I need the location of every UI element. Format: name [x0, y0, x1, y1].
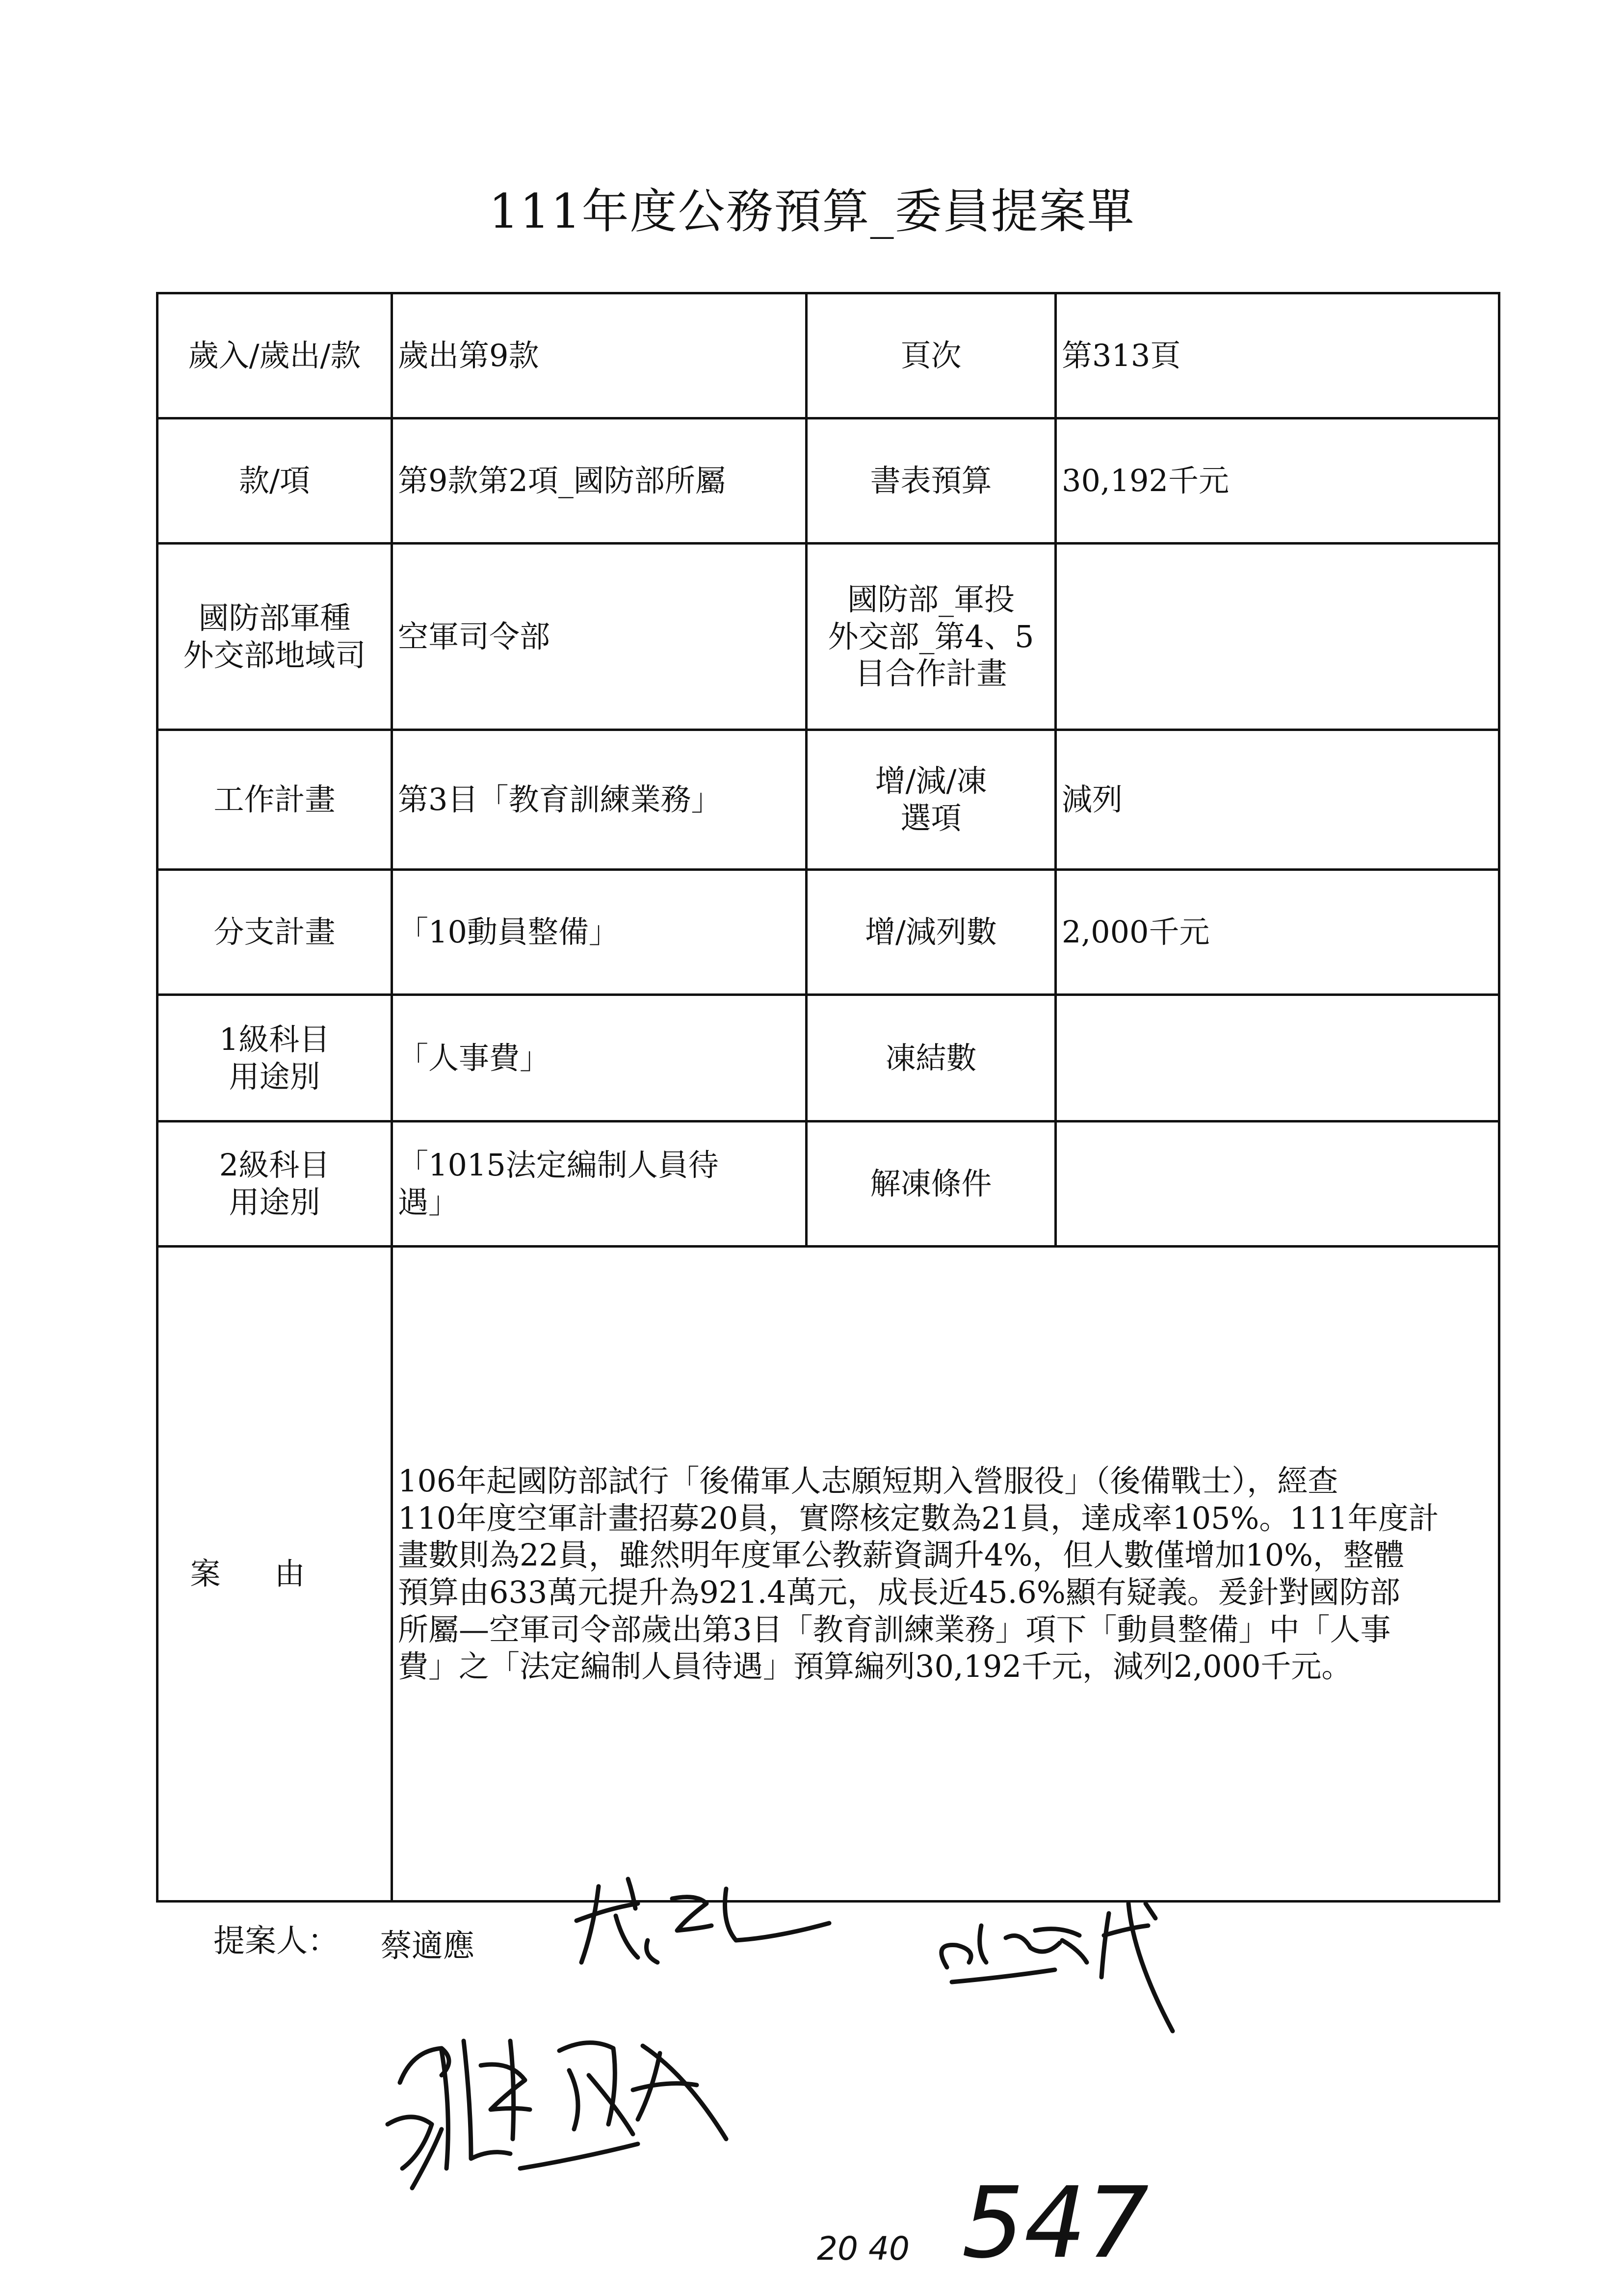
stamp-page-number: 547	[962, 2166, 1149, 2280]
field-value: 第3目「教育訓練業務」	[392, 730, 807, 870]
reason-line: 預算由633萬元提升為921.4萬元，成長近45.6%顯有疑義。爰針對國防部	[398, 1574, 1400, 1610]
signature-2	[942, 1904, 1173, 2031]
field-value: 「人事費」	[392, 995, 807, 1122]
field-label: 解凍條件	[807, 1122, 1056, 1247]
proposer-label: 提案人：	[213, 1923, 339, 1959]
field-label: 書表預算	[807, 418, 1056, 544]
reason-line: 畫數則為22員，雖然明年度軍公教薪資調升4%，但人數僅增加10%，整體	[398, 1537, 1405, 1573]
field-value: 「1015法定編制人員待 遇」	[392, 1122, 807, 1247]
field-label: 工作計畫	[157, 730, 392, 870]
field-label: 增/減/凍 選項	[807, 730, 1056, 870]
field-value: 「10動員整備」	[392, 870, 807, 995]
field-label: 1級科目 用途別	[157, 995, 392, 1122]
field-label: 國防部_軍投 外交部_第4、5 目合作計畫	[807, 544, 1056, 730]
field-label: 國防部軍種 外交部地域司	[157, 544, 392, 730]
field-value: 第313頁	[1056, 293, 1499, 418]
signature-1	[576, 1879, 829, 1962]
reason-label: 案由	[157, 1247, 392, 1902]
field-label: 2級科目 用途別	[157, 1122, 392, 1247]
field-label: 頁次	[807, 293, 1056, 418]
field-value: 空軍司令部	[392, 544, 807, 730]
field-value: 30,192千元	[1056, 418, 1499, 544]
signature-3	[388, 2041, 726, 2188]
reason-line: 106年起國防部試行「後備軍人志願短期入營服役」（後備戰士），經查	[398, 1463, 1338, 1499]
document-title: 111年度公務預算_委員提案單	[489, 184, 1135, 239]
field-label: 歲入/歲出/款	[157, 293, 392, 418]
field-value: 2,000千元	[1056, 870, 1499, 995]
field-label: 分支計畫	[157, 870, 392, 995]
field-value: 減列	[1056, 730, 1499, 870]
field-value: 第9款第2項_國防部所屬	[392, 418, 807, 544]
reason-line: 110年度空軍計畫招募20員，實際核定數為21員，達成率105%。111年度計	[398, 1500, 1439, 1536]
field-label: 款/項	[157, 418, 392, 544]
reason-line: 費」之「法定編制人員待遇」預算編列30,192千元，減列2,000千元。	[398, 1648, 1352, 1685]
field-value: 歲出第9款	[392, 293, 807, 418]
reason-line: 所屬—空軍司令部歲出第3目「教育訓練業務」項下「動員整備」中「人事	[398, 1611, 1391, 1647]
stamp-small-number: 20 40	[817, 2230, 910, 2268]
field-label: 凍結數	[807, 995, 1056, 1122]
proposer-name: 蔡適應	[380, 1928, 474, 1964]
field-label: 增/減列數	[807, 870, 1056, 995]
